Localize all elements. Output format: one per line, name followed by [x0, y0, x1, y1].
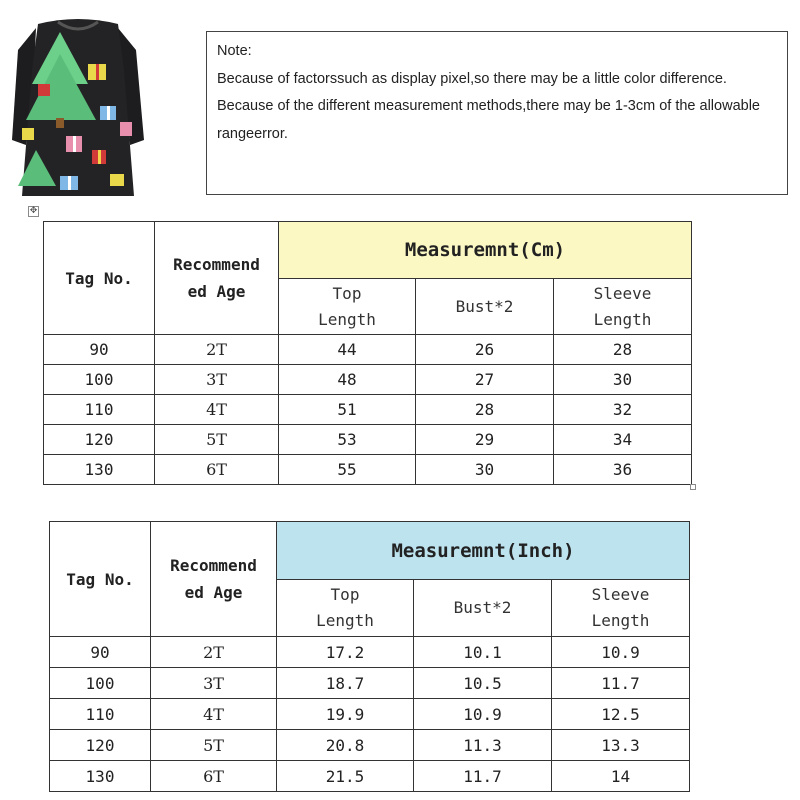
cell: 110	[44, 395, 155, 425]
cell: 10.1	[414, 637, 552, 668]
column-header: Sleeve Length	[554, 279, 692, 335]
cell: 44	[279, 335, 416, 365]
cell: 19.9	[277, 699, 414, 730]
cell: 5T	[155, 425, 279, 455]
cell: 100	[44, 365, 155, 395]
measurement-header: Measuremnt(Cm)	[279, 222, 692, 279]
cell: 29	[416, 425, 554, 455]
cell: 2T	[151, 637, 277, 668]
recommended-age-header: Recommend ed Age	[155, 222, 279, 335]
cell: 53	[279, 425, 416, 455]
cell: 6T	[155, 455, 279, 485]
cell: 11.7	[552, 668, 690, 699]
measurement-header: Measuremnt(Inch)	[277, 522, 690, 580]
cell: 36	[554, 455, 692, 485]
cell: 28	[554, 335, 692, 365]
cell: 6T	[151, 761, 277, 792]
cell: 4T	[151, 699, 277, 730]
recommended-age-header: Recommend ed Age	[151, 522, 277, 637]
cell: 32	[554, 395, 692, 425]
cell: 14	[552, 761, 690, 792]
table-move-handle-icon[interactable]: ✥	[29, 206, 38, 216]
table-row	[44, 455, 692, 485]
cell: 10.5	[414, 668, 552, 699]
cell: 2T	[155, 335, 279, 365]
cell: 28	[416, 395, 554, 425]
cell: 90	[50, 637, 151, 668]
cell: 110	[50, 699, 151, 730]
cell: 120	[50, 730, 151, 761]
cell: 34	[554, 425, 692, 455]
cell: 26	[416, 335, 554, 365]
cell: 21.5	[277, 761, 414, 792]
table-row	[44, 425, 692, 455]
cell: 30	[416, 455, 554, 485]
note-title: Note:	[217, 43, 252, 59]
column-header: Top Length	[279, 279, 416, 335]
christmas-tree-dress-icon	[8, 10, 148, 200]
cell: 100	[50, 668, 151, 699]
note-box	[206, 31, 788, 195]
cell: 90	[44, 335, 155, 365]
note-color-text: Because of factorssuch as display pixel,so there may be a little color difference.	[217, 70, 727, 87]
column-header: Bust*2	[416, 279, 554, 335]
cell: 27	[416, 365, 554, 395]
column-header: Sleeve Length	[552, 580, 690, 637]
column-header: Bust*2	[414, 580, 552, 637]
table-row	[50, 637, 690, 668]
cell: 10.9	[414, 699, 552, 730]
table-row	[50, 730, 690, 761]
cell: 18.7	[277, 668, 414, 699]
table-row	[44, 365, 692, 395]
cell: 11.7	[414, 761, 552, 792]
size-table-cm	[43, 221, 692, 485]
table-row	[44, 395, 692, 425]
cell: 20.8	[277, 730, 414, 761]
cell: 3T	[155, 365, 279, 395]
tag-number-header: Tag No.	[50, 522, 151, 637]
cell: 17.2	[277, 637, 414, 668]
table-row	[50, 761, 690, 792]
column-header: Top Length	[277, 580, 414, 637]
cell: 4T	[155, 395, 279, 425]
cell: 130	[44, 455, 155, 485]
cell: 3T	[151, 668, 277, 699]
table-resize-handle[interactable]	[690, 484, 696, 490]
table-row	[44, 335, 692, 365]
cell: 13.3	[552, 730, 690, 761]
size-table-inch	[49, 521, 690, 792]
cell: 130	[50, 761, 151, 792]
table-row	[50, 668, 690, 699]
cell: 55	[279, 455, 416, 485]
cell: 10.9	[552, 637, 690, 668]
cell: 51	[279, 395, 416, 425]
table-row	[50, 699, 690, 730]
cell: 12.5	[552, 699, 690, 730]
tag-number-header: Tag No.	[44, 222, 155, 335]
cell: 120	[44, 425, 155, 455]
cell: 48	[279, 365, 416, 395]
cell: 30	[554, 365, 692, 395]
note-measure-text: Because of the different measurement methods,there may be 1-3cm of the allowable rangeerror.	[217, 98, 760, 142]
cell: 5T	[151, 730, 277, 761]
cell: 11.3	[414, 730, 552, 761]
